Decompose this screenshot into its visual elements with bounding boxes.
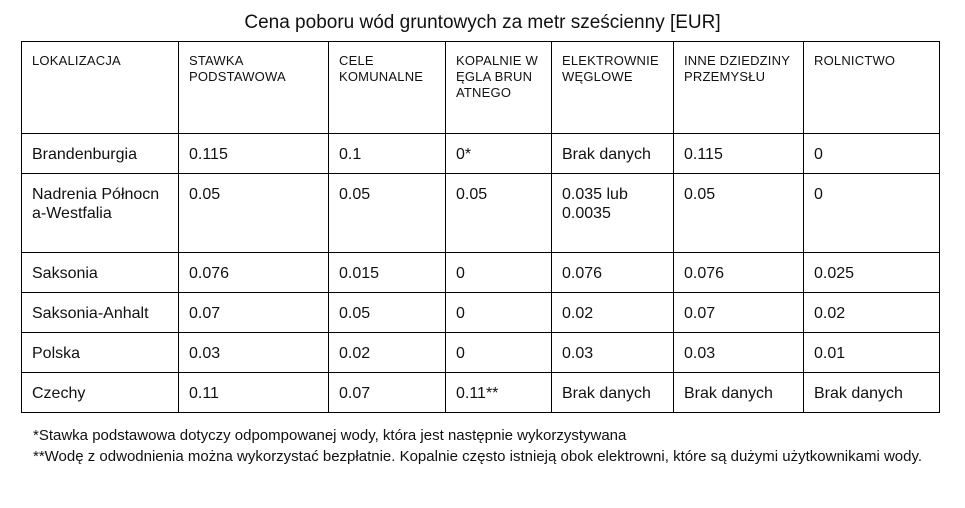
table-cell: 0.05 [179,174,329,253]
table-cell: 0.07 [674,293,804,333]
table-cell: 0.05 [329,293,446,333]
table-cell: 0.1 [329,134,446,174]
header-inne-dziedziny: INNE DZIEDZINY PRZEMYSŁU [674,42,804,134]
cell-location: Nadrenia Północna-Westfalia [22,174,179,253]
table-row [22,174,940,253]
header-kopalnie: KOPALNIE WĘGLA BRUNATNEGO [446,42,552,134]
table-cell: Brak danych [674,373,804,413]
cell-location: Saksonia-Anhalt [22,293,179,333]
table-cell: Brak danych [552,373,674,413]
table-cell: 0.076 [552,253,674,293]
table-cell: 0.02 [329,333,446,373]
table-cell: 0 [446,253,552,293]
groundwater-price-table [21,41,940,413]
footnote-2: **Wodę z odwodnienia można wykorzystać bezpłatnie. Kopalnie często istnieją obok elektrowni, które są dużymi użytkownikami wody. [33,448,923,465]
table-cell: 0.05 [446,174,552,253]
table-cell: 0 [804,134,940,174]
table-cell: 0* [446,134,552,174]
table-cell: 0.11** [446,373,552,413]
footnote-1: *Stawka podstawowa dotyczy odpompowanej wody, która jest następnie wykorzystywana [33,427,627,444]
header-lokalizacja: LOKALIZACJA [22,42,179,134]
header-row [22,42,940,134]
table-cell: 0.025 [804,253,940,293]
header-rolnictwo: ROLNICTWO [804,42,940,134]
table-cell: 0.03 [179,333,329,373]
table-cell: 0.05 [674,174,804,253]
table-cell: 0.07 [179,293,329,333]
cell-location: Polska [22,333,179,373]
header-elektrownie: ELEKTROWNIE WĘGLOWE [552,42,674,134]
table-cell: 0 [804,174,940,253]
table-cell: 0.01 [804,333,940,373]
table-row [22,293,940,333]
header-stawka-podstawowa: STAWKA PODSTAWOWA [179,42,329,134]
table-cell: 0.05 [329,174,446,253]
table-cell: Brak danych [804,373,940,413]
table-cell: 0.02 [804,293,940,333]
cell-location: Saksonia [22,253,179,293]
cell-location: Brandenburgia [22,134,179,174]
table-title: Cena poboru wód gruntowych za metr sześcienny [EUR] [244,12,721,33]
table-cell: 0 [446,293,552,333]
table-cell: 0.115 [674,134,804,174]
header-cele-komunalne: CELE KOMUNALNE [329,42,446,134]
table-cell: Brak danych [552,134,674,174]
table-cell: 0.03 [674,333,804,373]
table-row [22,333,940,373]
footnotes [33,425,933,467]
table-cell: 0.07 [329,373,446,413]
table-cell: 0.115 [179,134,329,174]
table-cell: 0.015 [329,253,446,293]
table-row [22,373,940,413]
cell-location: Czechy [22,373,179,413]
table-cell: 0.035 lub 0.0035 [552,174,674,253]
table-cell: 0.03 [552,333,674,373]
table-cell: 0.076 [674,253,804,293]
table-cell: 0.02 [552,293,674,333]
table-row [22,253,940,293]
table-cell: 0 [446,333,552,373]
table-cell: 0.076 [179,253,329,293]
table-row [22,134,940,174]
table-cell: 0.11 [179,373,329,413]
